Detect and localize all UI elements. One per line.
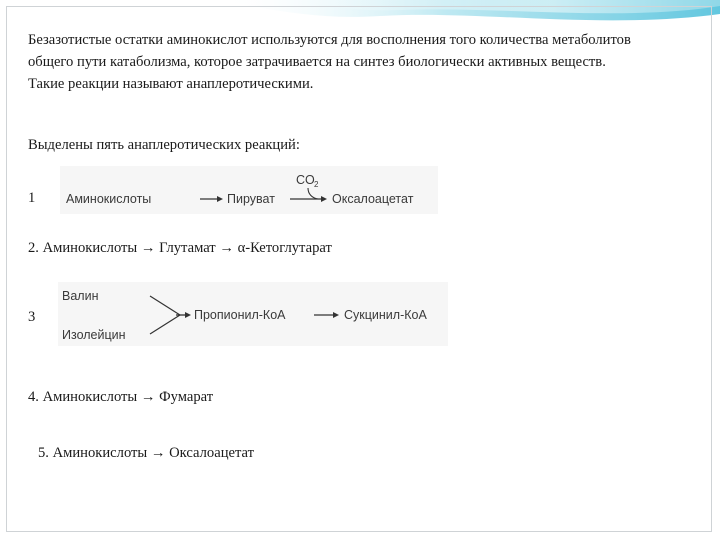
reaction-3-number: 3 xyxy=(28,309,36,325)
scheme-1-cofactor-sub: 2 xyxy=(314,180,319,189)
reaction-5-text: 5. Аминокислоты → Оксалоацетат xyxy=(38,445,255,461)
reactions-heading: Выделены пять анаплеротических реакций: xyxy=(28,137,300,153)
scheme-1-background xyxy=(60,166,438,214)
scheme-3-input-1: Валин xyxy=(62,289,99,303)
scheme-1-to: Оксалоацетат xyxy=(332,192,414,206)
scheme-1-from: Аминокислоты xyxy=(66,192,152,206)
scheme-1-mid: Пируват xyxy=(227,192,275,206)
scheme-3-input-2: Изолейцин xyxy=(62,328,126,342)
reaction-3-scheme xyxy=(58,282,450,348)
scheme-1-cofactor: CO xyxy=(296,173,315,187)
reaction-4-text: 4. Аминокислоты → Фумарат xyxy=(28,389,214,405)
reaction-2-text: 2. Аминокислоты → Глутамат → α-Кетоглутарат xyxy=(28,240,332,256)
scheme-3-to: Сукцинил-КоА xyxy=(344,308,427,322)
scheme-3-mid: Пропионил-КоА xyxy=(194,308,286,322)
reaction-1-number: 1 xyxy=(28,190,36,206)
intro-paragraph: Безазотистые остатки аминокислот используются для восполнения того количества метаболитов общего пути катаболизма, которое затрачивается на синтез биологически активных веществ. Такие реакции называют анаплеротическими. xyxy=(28,32,631,92)
reaction-1-scheme xyxy=(60,166,440,216)
